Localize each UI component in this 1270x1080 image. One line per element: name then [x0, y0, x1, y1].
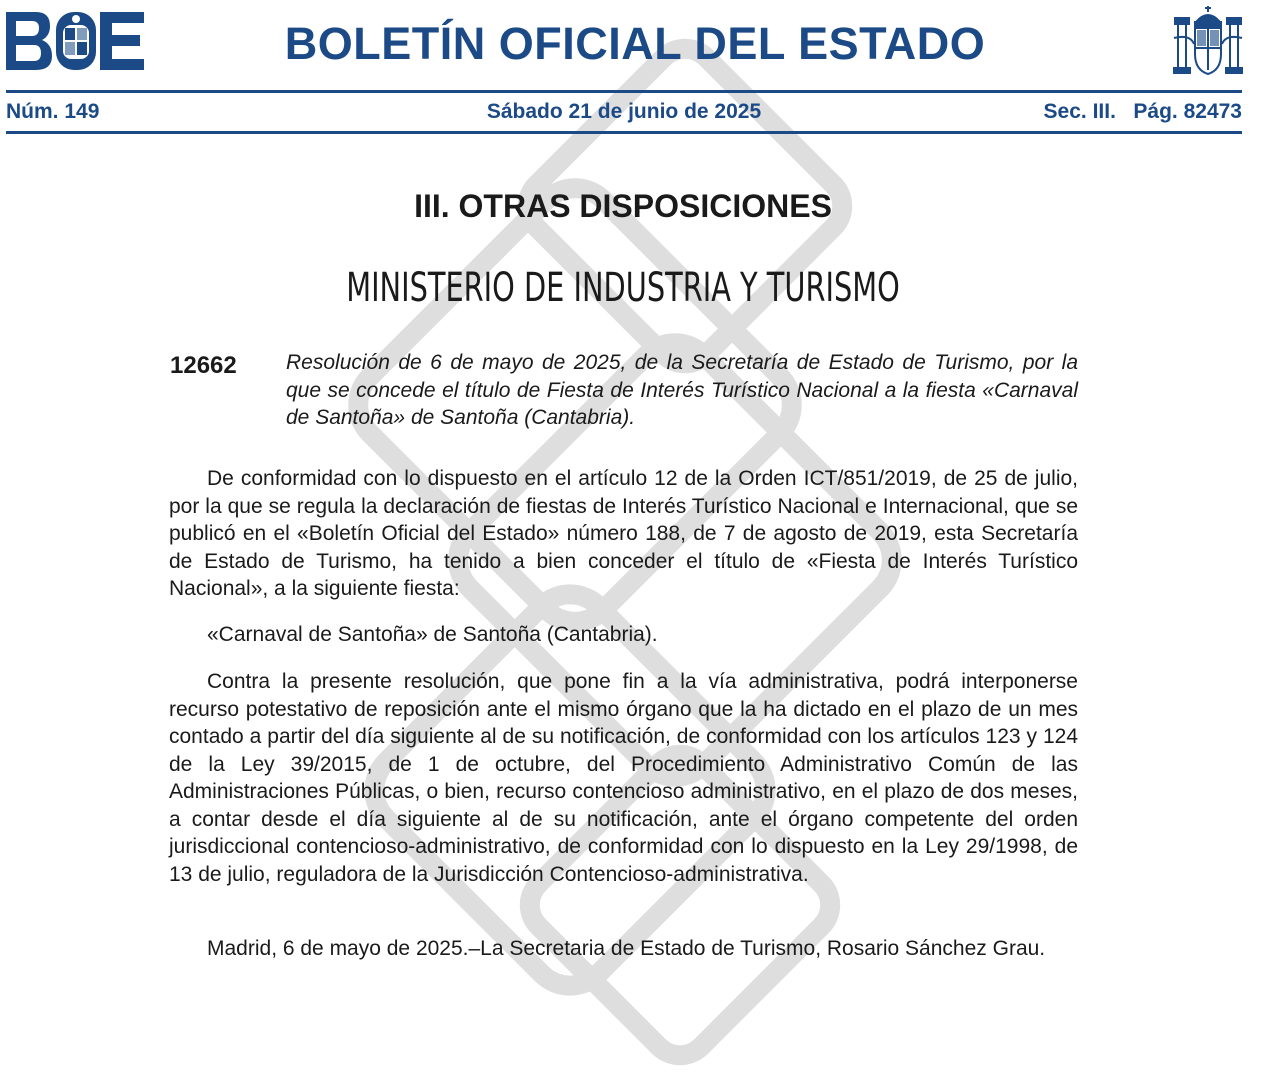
provision-summary: Resolución de 6 de mayo de 2025, de la Secretaría de Estado de Turismo, por la que se concede el título de Fiesta de Interés Turístico Nacional a la fiesta «Carnaval de Santoña» de Santoña (Cantabria). — [286, 351, 1078, 429]
signature-paragraph — [169, 935, 1078, 963]
issue-number: Núm. 149 — [6, 100, 100, 123]
body-paragraph-1 — [169, 465, 1078, 603]
paragraph-text: Madrid, 6 de mayo de 2025.–La Secretaria de Estado de Turismo, Rosario Sánchez Grau. — [207, 937, 1046, 960]
body-paragraph-2 — [169, 621, 1078, 649]
header-rule-bottom — [6, 131, 1242, 134]
paragraph-text: «Carnaval de Santoña» de Santoña (Cantabria). — [207, 623, 658, 646]
body-paragraph-3 — [169, 668, 1078, 888]
masthead — [0, 0, 1270, 92]
header-rule-top — [6, 90, 1242, 93]
provision-number: 12662 — [170, 352, 237, 379]
paragraph-text: De conformidad con lo dispuesto en el artículo 12 de la Orden ICT/851/2019, de 25 de julio, por la que se regula la declaración de fiestas de Interés Turístico Nacional e Internacional, que se publicó en el «Boletín Oficial del Estado» número 188, de 7 de agosto de 2019, esta Secretaría de Estado de Turismo, ha tenido a bien conceder el título de «Fiesta de Interés Turístico Nacional», a la siguiente fiesta: — [169, 467, 1078, 600]
paragraph-text: Contra la presente resolución, que pone fin a la vía administrativa, podrá interponerse recurso potestativo de reposición ante el mismo órgano que la ha dictado en el plazo de un mes contado a partir del día siguiente al de su notificación, de conformidad con los artículos 123 y 124 de la Ley 39/2015, de 1 de octubre, del Procedimiento Administrativo Común de las Administraciones Públicas, o bien, recurso contencioso administrativo, en el plazo de dos meses, a contar desde el día siguiente al de su notificación, ante el órgano competente del orden jurisdiccional contencioso-administrativo, de conformidad con lo dispuesto en la Ley 29/1998, de 13 de julio, reguladora de la Jurisdicción Contencioso-administrativa. — [169, 670, 1078, 886]
section-heading: III. OTRAS DISPOSICIONES — [414, 188, 832, 224]
section-page: Sec. III. Pág. 82473 — [1043, 100, 1242, 123]
ministry-heading: MINISTERIO DE INDUSTRIA Y TURISMO — [346, 265, 900, 311]
issue-info-bar — [6, 100, 1242, 128]
coat-of-arms-icon — [1170, 4, 1246, 78]
publication-title: BOLETÍN OFICIAL DEL ESTADO — [284, 18, 986, 69]
boe-logo-icon — [6, 12, 144, 70]
issue-date: Sábado 21 de junio de 2025 — [486, 100, 762, 123]
